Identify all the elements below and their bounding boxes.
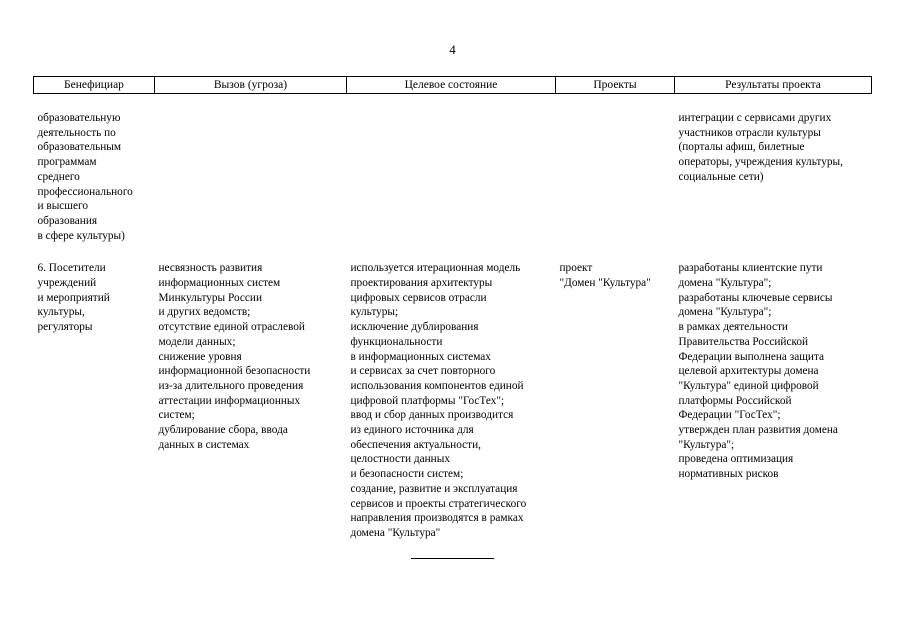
table-row	[34, 243, 872, 540]
page-number: 4	[449, 42, 456, 57]
table-row	[34, 94, 872, 244]
project-table	[33, 76, 872, 541]
header-projects: Проекты	[556, 77, 675, 94]
cell-beneficiary: образовательную деятельность по образовательным программам среднего профессионального и высшего образования в сфере культуры)	[37, 112, 133, 242]
header-challenge: Вызов (угроза)	[155, 77, 347, 94]
cell-projects: проект "Домен "Культура"	[559, 262, 651, 290]
cell-target-state: используется итерационная модель проектирования архитектуры цифровых сервисов отрасли культуры; исключение дублирования функциональности в информационных системах и сервисах за счет повторного использования компонентов единой цифровой платформы "ГосТех"; ввод и сбор данных производится из единого источника для обеспечения актуальности, целостности данных и безопасности систем; создание, развитие и эксплуатация сервисов и проекты стратегического направления производятся в рамках домена "Культура"	[350, 262, 527, 539]
cell-projects	[556, 94, 675, 244]
end-divider-line	[411, 558, 494, 559]
cell-beneficiary: 6. Посетители учреждений и мероприятий культуры, регуляторы	[37, 262, 110, 334]
cell-challenge: несвязность развития информационных систем Минкультуры России и других ведомств; отсутствие единой отраслевой модели данных; снижение уровня информационной безопасности из-за длительного проведения аттестации информационных систем; дублирование сбора, ввода данных в системах	[158, 262, 311, 451]
cell-target-state	[347, 94, 556, 244]
table-header	[34, 77, 872, 94]
header-row	[34, 77, 872, 94]
table-body	[34, 94, 872, 541]
cell-project-results: разработаны клиентские пути домена "Культура"; разработаны ключевые сервисы домена "Культура"; в рамках деятельности Правительства Российской Федерации выполнена защита целевой архитектуры домена "Культура" единой цифровой платформы Российской Федерации "ГосТех"; утвержден план развития домена "Культура"; проведена оптимизация нормативных рисков	[678, 262, 838, 481]
project-table-container	[33, 76, 871, 541]
header-project-results: Результаты проекта	[675, 77, 872, 94]
cell-challenge	[155, 94, 347, 244]
cell-project-results: интеграции с сервисами других участников отрасли культуры (порталы афиш, билетные операторы, учреждения культуры, социальные сети)	[678, 112, 843, 183]
header-beneficiary: Бенефициар	[34, 77, 155, 94]
header-target-state: Целевое состояние	[347, 77, 556, 94]
